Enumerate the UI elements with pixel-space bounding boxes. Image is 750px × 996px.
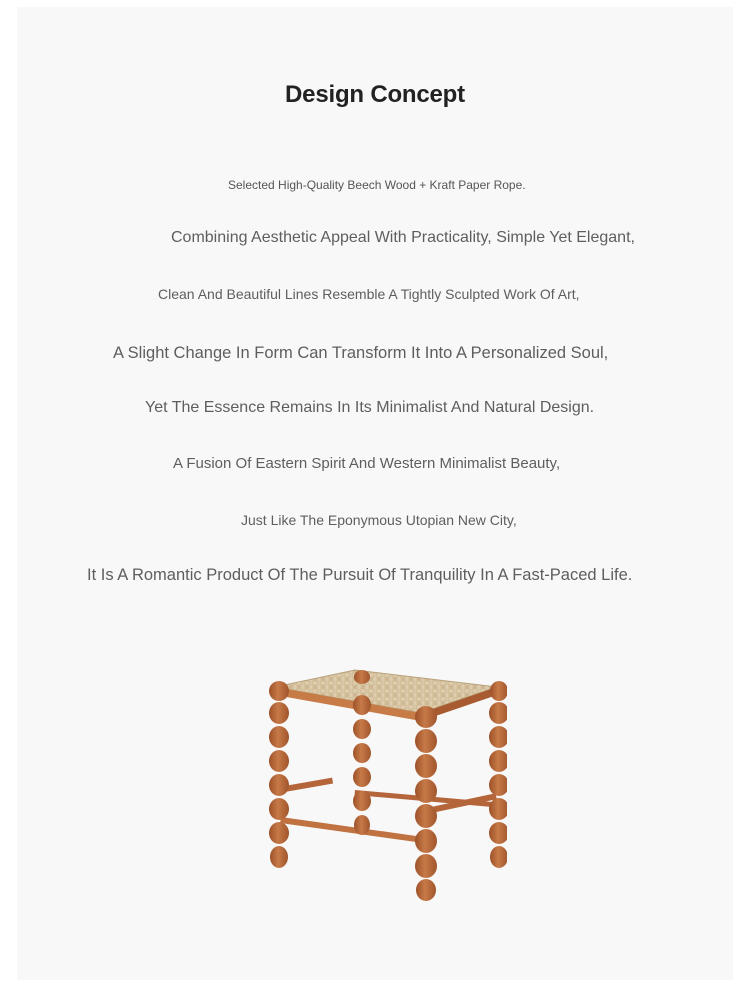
page-title: Design Concept <box>285 81 465 108</box>
concept-line-4: A Slight Change In Form Can Transform It Into A Personalized Soul, <box>113 344 609 362</box>
concept-line-7: Just Like The Eponymous Utopian New City, <box>241 512 517 528</box>
concept-line-1: Selected High-Quality Beech Wood + Kraft Paper Rope. <box>228 178 526 192</box>
stool-image <box>245 657 507 907</box>
concept-line-2: Combining Aesthetic Appeal With Practicality, Simple Yet Elegant, <box>171 229 635 246</box>
design-concept-panel <box>17 7 733 980</box>
concept-line-3: Clean And Beautiful Lines Resemble A Tightly Sculpted Work Of Art, <box>158 286 580 302</box>
concept-line-6: A Fusion Of Eastern Spirit And Western Minimalist Beauty, <box>173 455 561 472</box>
concept-line-8: It Is A Romantic Product Of The Pursuit Of Tranquility In A Fast-Paced Life. <box>87 566 633 584</box>
concept-line-5: Yet The Essence Remains In Its Minimalist And Natural Design. <box>145 399 595 416</box>
